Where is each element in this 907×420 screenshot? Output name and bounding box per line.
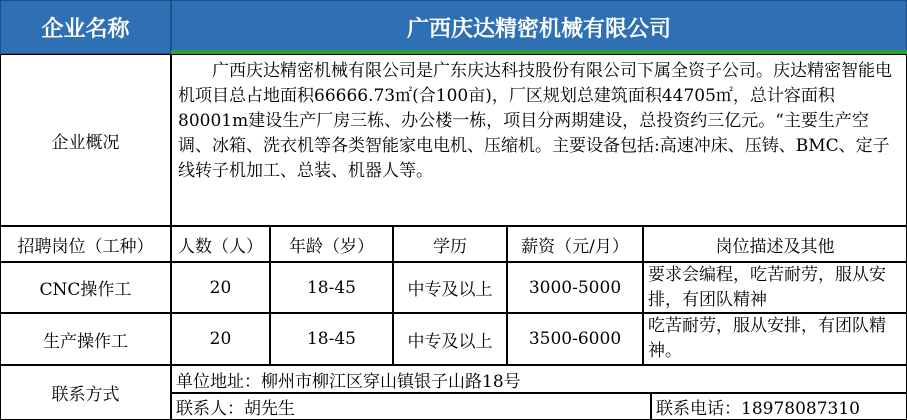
row1-salary: 3000-5000	[507, 262, 643, 313]
company-name-title: 广西庆达精密机械有限公司	[171, 0, 907, 54]
row2-salary: 3500-6000	[507, 313, 643, 365]
company-name-label: 企业名称	[0, 0, 171, 54]
col-header-position: 招聘岗位（工种）	[0, 226, 171, 262]
col-header-description: 岗位描述及其他	[643, 226, 907, 262]
row2-position: 生产操作工	[0, 313, 171, 365]
row2-description: 吃苦耐劳，服从安排，有团队精神。	[643, 313, 907, 365]
row2-education: 中专及以上	[393, 313, 507, 365]
col-header-count: 人数（人）	[171, 226, 270, 262]
col-header-salary: 薪资（元/月）	[507, 226, 643, 262]
row1-count: 20	[171, 262, 270, 313]
row2-age: 18-45	[270, 313, 393, 365]
overview-label: 企业概况	[0, 54, 171, 226]
row1-age: 18-45	[270, 262, 393, 313]
contact-person: 联系人：胡先生	[171, 393, 651, 420]
row1-position: CNC操作工	[0, 262, 171, 313]
overview-text: 广西庆达精密机械有限公司是广东庆达科技股份有限公司下属全资子公司。庆达精密智能电机项目总占地面积66666.73㎡(合100亩)，厂区规划总建筑面积44705㎡，总计容面积80001m建设生产厂房三栋、办公楼一栋，项目分两期建设，总投资约三亿元。“主要生产空调、冰箱、洗衣机等各类智能家电电机、压缩机。主要设备包括:高速冲床、压铸、BMC、定子线转子机加工、总装、机器人等。	[178, 61, 892, 181]
col-header-education: 学历	[393, 226, 507, 262]
row1-description: 要求会编程，吃苦耐劳，服从安排，有团队精神	[643, 262, 907, 313]
col-header-age: 年龄（岁）	[270, 226, 393, 262]
contact-label: 联系方式	[0, 365, 171, 420]
contact-phone: 联系电话：18978087310	[651, 393, 907, 420]
contact-address: 单位地址：柳州市柳江区穿山镇银子山路18号	[171, 365, 907, 393]
overview-cell	[171, 54, 907, 226]
row1-education: 中专及以上	[393, 262, 507, 313]
row2-count: 20	[171, 313, 270, 365]
